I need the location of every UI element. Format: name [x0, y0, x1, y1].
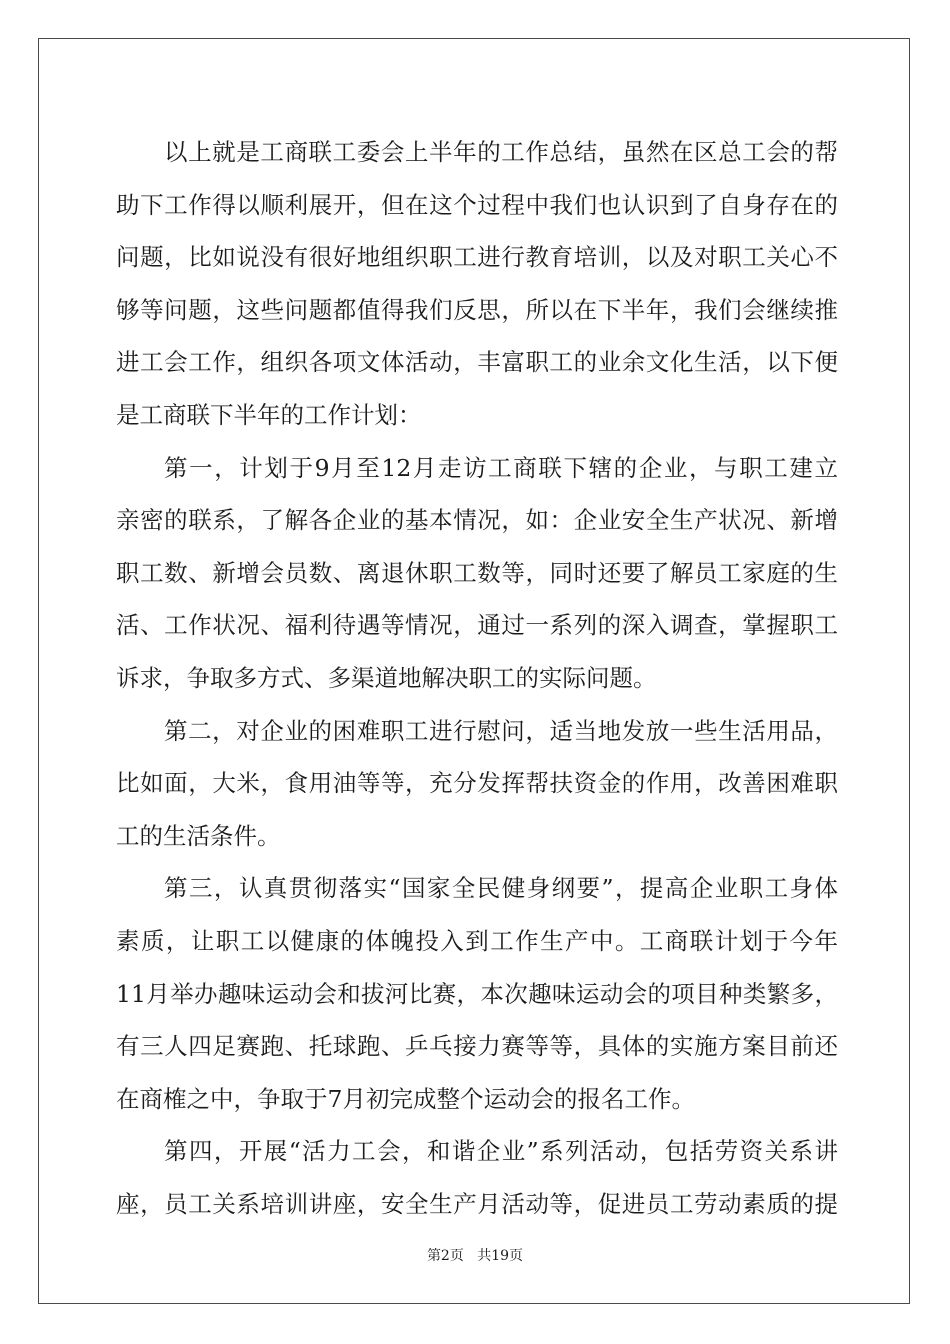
text-line: 工的生活条件。 [116, 821, 281, 850]
text-line: 亲密的联系，了解各企业的基本情况，如：企业安全生产状况、新增 [116, 506, 838, 535]
text-line: 第一，计划于9月至12月走访工商联下辖的企业，与职工建立 [164, 453, 838, 482]
text-line: 问题，比如说没有很好地组织职工进行教育培训，以及对职工关心不 [116, 243, 838, 272]
text-line: 第二，对企业的困难职工进行慰问，适当地发放一些生活用品， [164, 716, 838, 745]
document-body [116, 126, 838, 1230]
text-line: 以上就是工商联工委会上半年的工作总结，虽然在区总工会的帮 [164, 138, 838, 166]
text-line: 比如面，大米，食用油等等，充分发挥帮扶资金的作用，改善困难职 [116, 769, 838, 798]
text-line: 够等问题，这些问题都值得我们反思，所以在下半年，我们会继续推 [116, 295, 838, 324]
text-line: 进工会工作，组织各项文体活动，丰富职工的业余文化生活，以下便 [116, 348, 838, 377]
text-line: 座，员工关系培训讲座，安全生产月活动等，促进员工劳动素质的提 [116, 1189, 838, 1218]
text-line: 第三，认真贯彻落实“国家全民健身纲要”，提高企业职工身体 [164, 874, 838, 903]
page-total: 共19页 [477, 1248, 524, 1264]
text-line: 素质，让职工以健康的体魄投入到工作生产中。工商联计划于今年 [116, 926, 838, 955]
text-line: 在商榷之中，争取于7月初完成整个运动会的报名工作。 [116, 1084, 695, 1113]
page-number: 第2页 [426, 1248, 464, 1264]
text-line: 助下工作得以顺利展开，但在这个过程中我们也认识到了自身存在的 [116, 190, 838, 219]
text-line: 活、工作状况、福利待遇等情况，通过一系列的深入调查，掌握职工 [116, 611, 838, 640]
text-line: 诉求，争取多方式、多渠道地解决职工的实际问题。 [116, 663, 657, 692]
page-footer [0, 1245, 950, 1265]
text-line: 有三人四足赛跑、托球跑、乒乓接力赛等等，具体的实施方案目前还 [116, 1032, 838, 1061]
text-line: 职工数、新增会员数、离退休职工数等，同时还要了解员工家庭的生 [116, 558, 838, 587]
text-line: 11月举办趣味运动会和拔河比赛，本次趣味运动会的项目种类繁多， [116, 979, 838, 1008]
text-line: 是工商联下半年的工作计划： [116, 400, 422, 429]
text-line: 第四，开展“活力工会，和谐企业”系列活动，包括劳资关系讲 [164, 1137, 838, 1166]
